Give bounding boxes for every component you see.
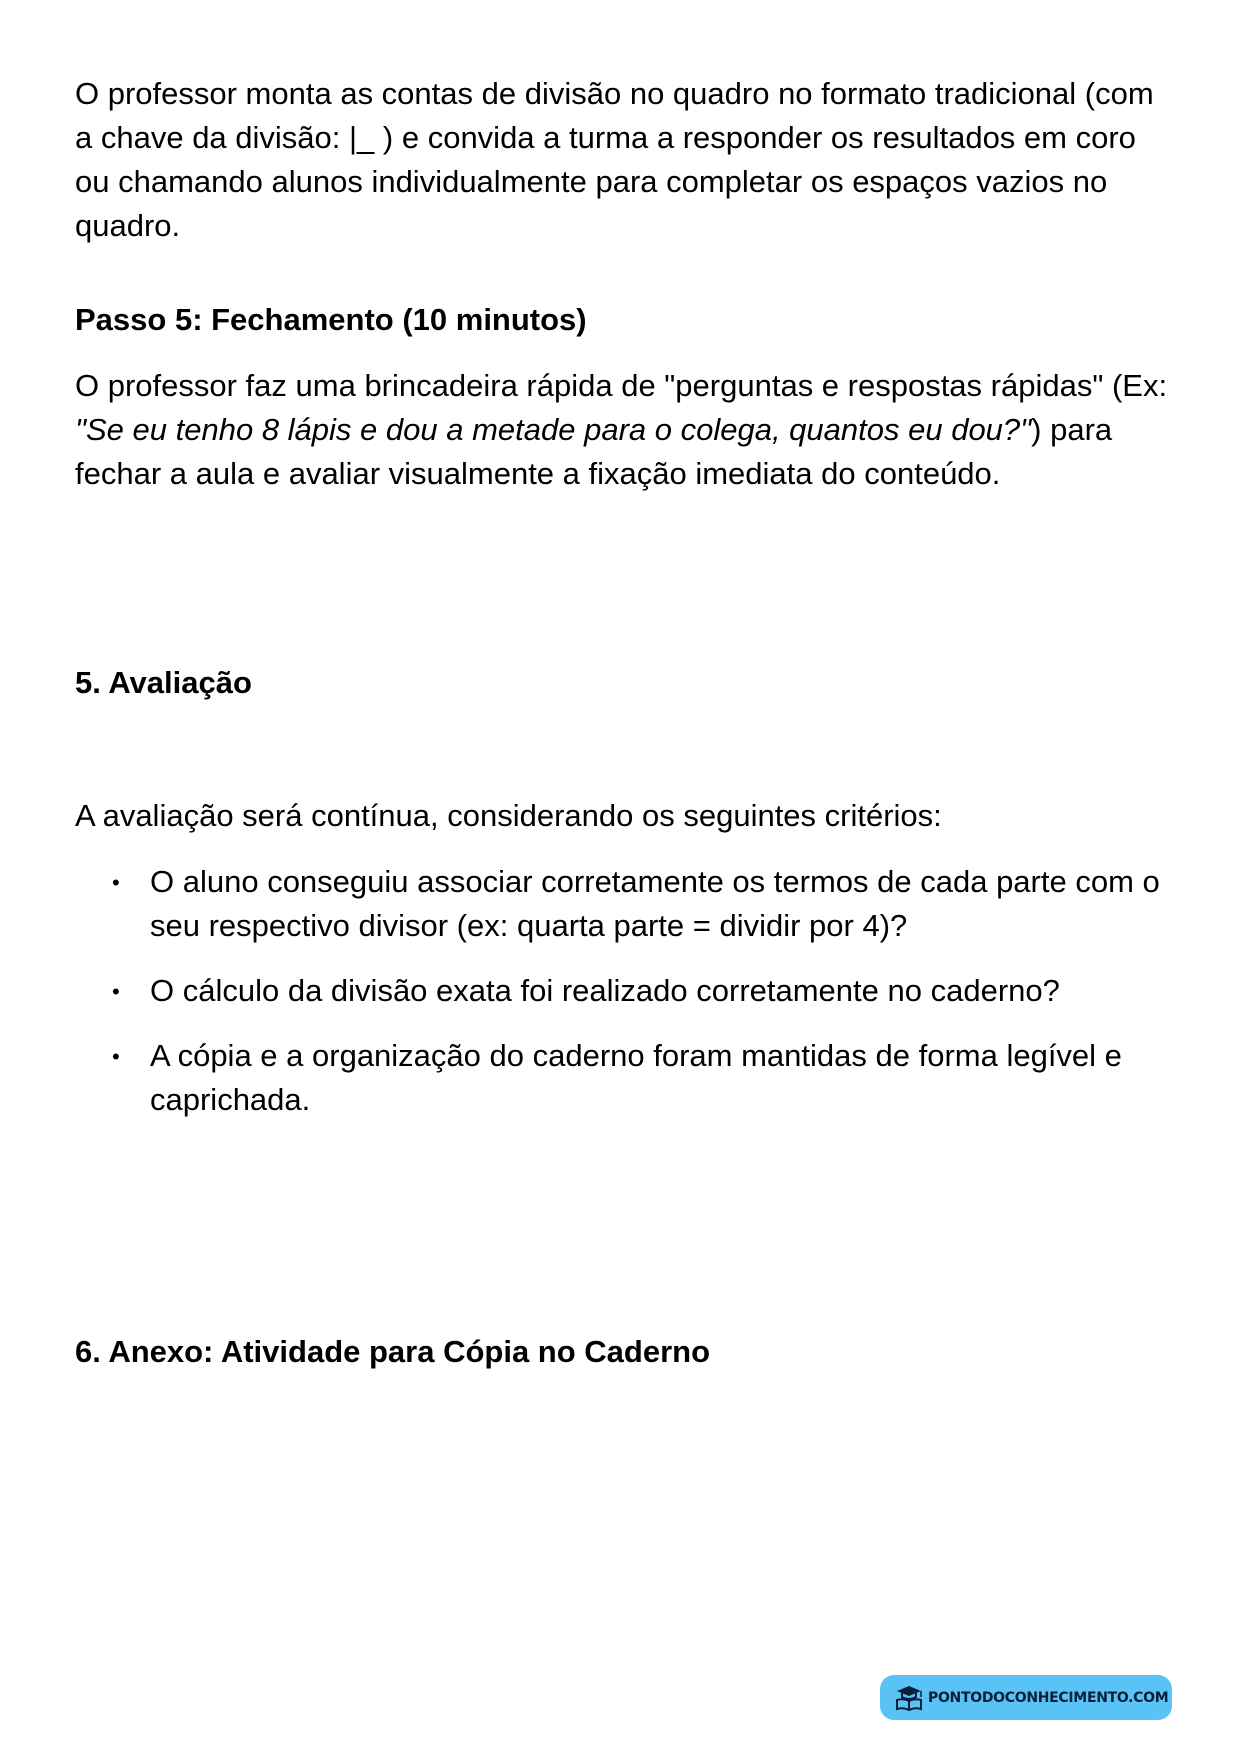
closing-text-start: O professor faz uma brincadeira rápida de "perguntas e respostas rápidas" (Ex: bbox=[75, 368, 1168, 403]
brand-link-text[interactable]: PONTODOCONHECIMENTO.COM bbox=[928, 1689, 1169, 1706]
bullet-icon: • bbox=[112, 1044, 120, 1069]
criteria-item bbox=[75, 969, 1175, 1013]
criteria-text: O aluno conseguiu associar corretamente os termos de cada parte com o seu respectivo divisor (ex: quarta parte = dividir por 4)? bbox=[150, 864, 1160, 943]
evaluation-intro: A avaliação será contínua, considerando os seguintes critérios: bbox=[75, 798, 942, 833]
criteria-item bbox=[75, 1034, 1175, 1122]
bullet-icon: • bbox=[112, 979, 120, 1004]
bullet-icon: • bbox=[112, 870, 120, 895]
step5-heading: Passo 5: Fechamento (10 minutos) bbox=[75, 302, 587, 337]
closing-paragraph bbox=[75, 364, 1175, 496]
graduation-book-icon bbox=[894, 1683, 924, 1713]
closing-text-end: ) para fechar a aula e avaliar visualmente a fixação imediata do conteúdo. bbox=[75, 412, 1113, 491]
criteria-list bbox=[75, 860, 1175, 1122]
brand-badge[interactable] bbox=[880, 1675, 1172, 1720]
intro-paragraph: O professor monta as contas de divisão no quadro no formato tradicional (com a chave da divisão: |_ ) e convida a turma a responder os resultados em coro ou chamando alunos individualmente para completar os espaços vazios no quadro. bbox=[75, 76, 1154, 243]
criteria-text: O cálculo da divisão exata foi realizado corretamente no caderno? bbox=[150, 973, 1060, 1008]
criteria-item bbox=[75, 860, 1175, 948]
section6-heading: 6. Anexo: Atividade para Cópia no Caderno bbox=[75, 1334, 711, 1369]
closing-example-italic: "Se eu tenho 8 lápis e dou a metade para o colega, quantos eu dou?" bbox=[75, 412, 1032, 447]
criteria-text: A cópia e a organização do caderno foram mantidas de forma legível e caprichada. bbox=[150, 1038, 1122, 1117]
section5-heading: 5. Avaliação bbox=[75, 665, 252, 700]
